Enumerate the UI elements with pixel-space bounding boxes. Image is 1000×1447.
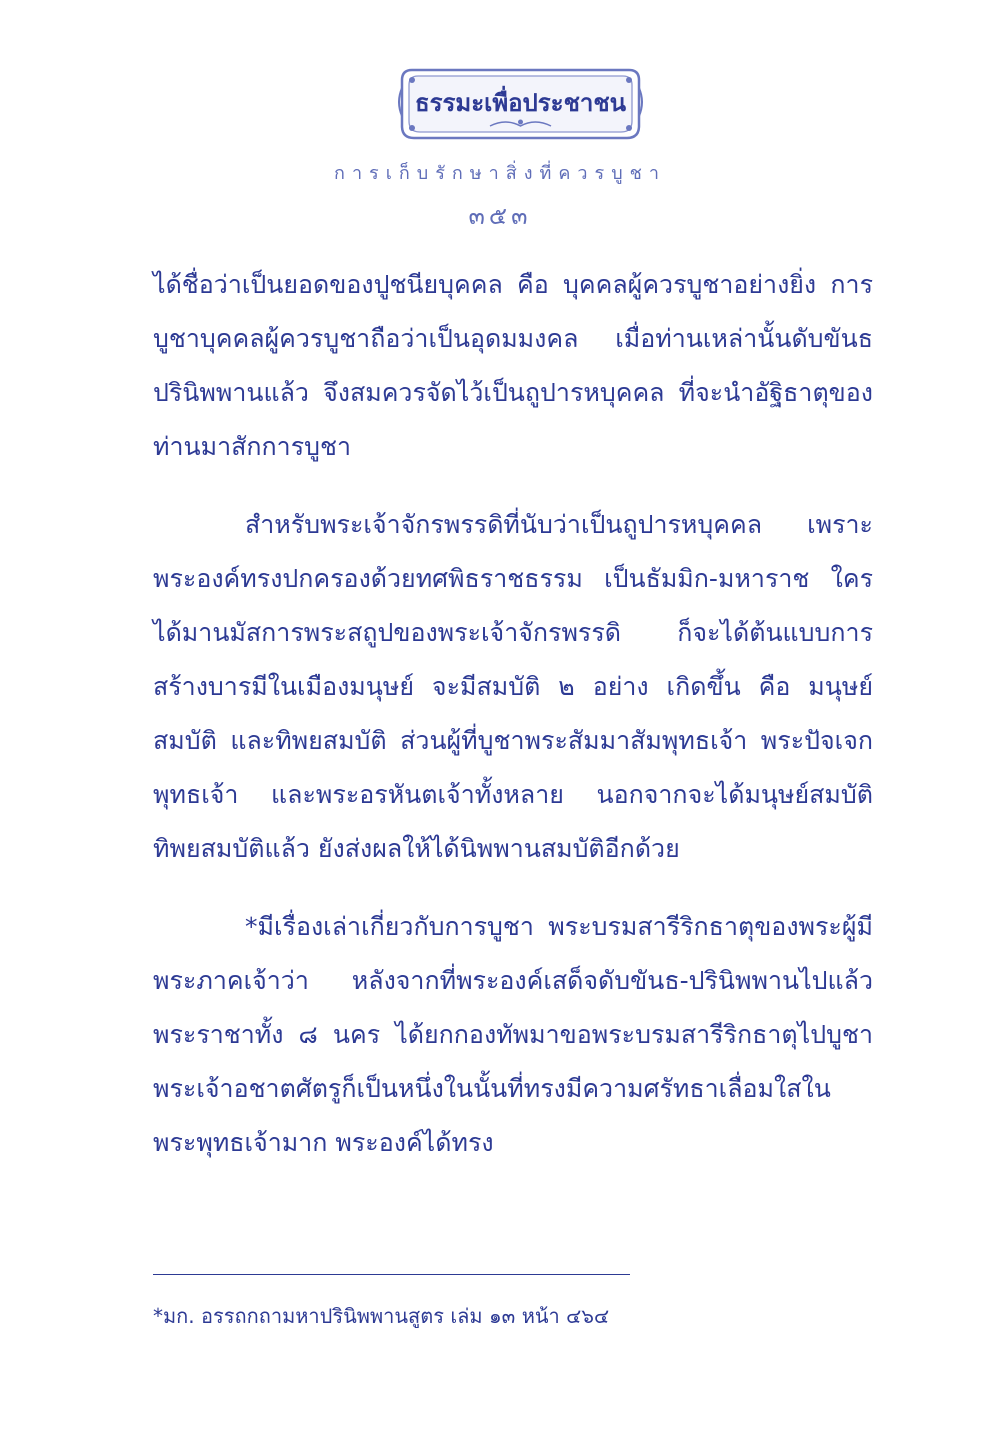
paragraph-1: ได้ชื่อว่าเป็นยอดของปูชนียบุคคล คือ บุคคลผู้ควรบูชาอย่างยิ่ง การบูชาบุคคลผู้ควรบูชาถือว่าเป็นอุดมมงคล เมื่อท่านเหล่านั้นดับขันธปรินิพพานแล้ว จึงสมควรจัดไว้เป็นถูปารหบุคคล ที่จะนำอัฐิธาตุของท่านมาสักการบูชา — [153, 270, 873, 461]
logo-title: ธรรมะเพื่อประชาชน — [414, 89, 627, 117]
body-text — [153, 258, 873, 1194]
footnote-divider — [153, 1274, 630, 1275]
footnote: *มก. อรรถกถามหาปรินิพพานสูตร เล่ม ๑๓ หน้า ๔๖๔ — [153, 1304, 610, 1328]
book-series-logo — [398, 66, 643, 146]
paragraph-2: สำหรับพระเจ้าจักรพรรดิที่นับว่าเป็นถูปารหบุคคล เพราะพระองค์ทรงปกครองด้วยทศพิธราชธรรม เป็นธัมมิก-มหาราช ใครได้มานมัสการพระสถูปของพระเจ้าจักรพรรดิ ก็จะได้ต้นแบบการสร้างบารมีในเมืองมนุษย์ จะมีสมบัติ ๒ อย่าง เกิดขึ้น คือ มนุษย์สมบัติ และทิพยสมบัติ ส่วนผู้ที่บูชาพระสัมมาสัมพุทธเจ้า พระปัจเจกพุทธเจ้า และพระอรหันตเจ้าทั้งหลาย นอกจากจะได้มนุษย์สมบัติ ทิพยสมบัติแล้ว ยังส่งผลให้ได้นิพพานสมบัติอีกด้วย — [153, 510, 873, 863]
paragraph-3: *มีเรื่องเล่าเกี่ยวกับการบูชา พระบรมสารีริกธาตุของพระผู้มีพระภาคเจ้าว่า หลังจากที่พระองค์เสด็จดับขันธ-ปรินิพพานไปแล้ว พระราชาทั้ง ๘ นคร ได้ยกกองทัพมาขอพระบรมสารีริกธาตุไปบูชา พระเจ้าอชาตศัตรูก็เป็นหนึ่งในนั้นที่ทรงมีความศรัทธาเลื่อมใสในพระพุทธเจ้ามาก พระองค์ได้ทรง — [153, 912, 873, 1157]
chapter-subtitle: การเก็บรักษาสิ่งที่ควรบูชา — [334, 163, 666, 184]
page-number: ๓๕๓ — [468, 202, 532, 230]
